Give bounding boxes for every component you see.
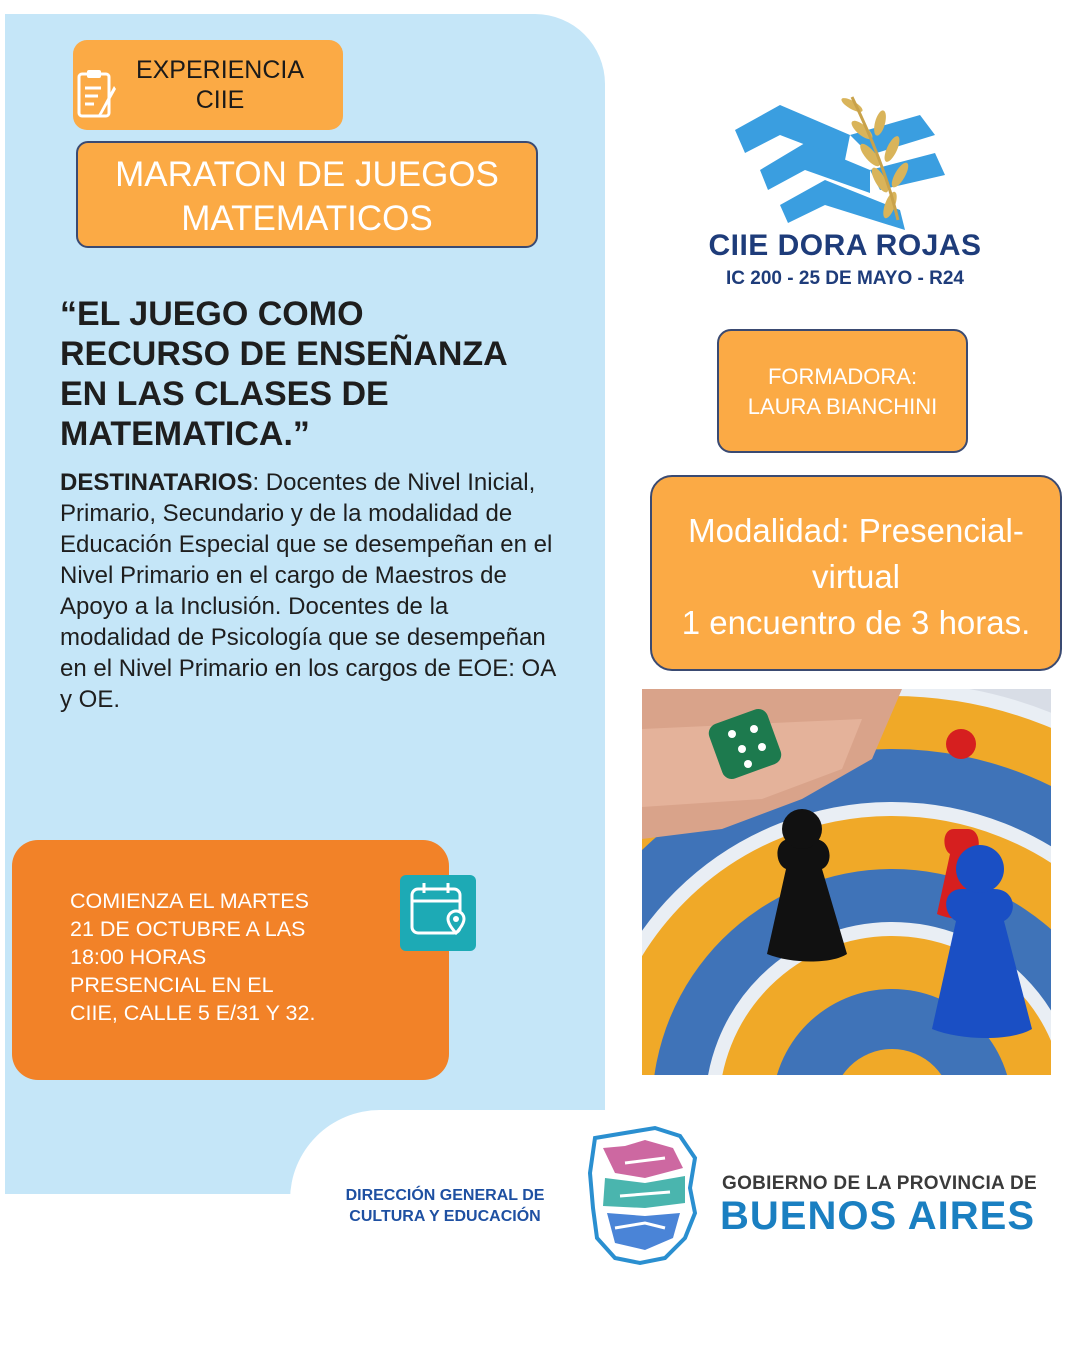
headline-line-4: MATEMATICA.” bbox=[60, 415, 310, 453]
dgce-logo-text bbox=[330, 1185, 560, 1227]
experiencia-label bbox=[110, 55, 330, 115]
headline-line-1: “EL JUEGO COMO bbox=[60, 295, 364, 333]
destinatarios-paragraph bbox=[60, 467, 560, 715]
dgce-line-2: CULTURA Y EDUCACIÓN bbox=[349, 1208, 541, 1225]
headline-line-2: RECURSO DE ENSEÑANZA bbox=[60, 335, 508, 373]
headline bbox=[60, 294, 580, 454]
dgce-line-1: DIRECCIÓN GENERAL DE bbox=[345, 1187, 545, 1204]
schedule-line-1: COMIENZA EL MARTES bbox=[70, 889, 309, 913]
trainer-line-2: LAURA BIANCHINI bbox=[747, 394, 938, 419]
modality-line-1: Modalidad: Presencial- bbox=[688, 512, 1024, 549]
board-game-photo bbox=[642, 689, 1051, 1075]
destinatarios-label: DESTINATARIOS bbox=[60, 469, 253, 496]
modality-line-3: 1 encuentro de 3 horas. bbox=[681, 604, 1031, 641]
trainer-line-1: FORMADORA: bbox=[767, 364, 918, 389]
headline-line-3: EN LAS CLASES DE bbox=[60, 375, 389, 413]
destinatarios-text: : Docentes de Nivel Inicial, Primario, Secundario y de la modalidad de Educación Especial que se desempeñan en el Nivel Primario en el cargo de Maestros de Apoyo a la Inclusión. Docentes de la modalidad de Psicología que se desempeñan en el Nivel Primario en los cargos de EOE: OA y OE. bbox=[60, 469, 555, 713]
gov-line-1: GOBIERNO DE LA PROVINCIA DE bbox=[722, 1173, 1037, 1194]
ciie-name: CIIE DORA ROJAS bbox=[708, 229, 982, 262]
calendar-location-icon bbox=[400, 875, 476, 951]
schedule-line-5: CIIE, CALLE 5 E/31 Y 32. bbox=[70, 1001, 316, 1025]
schedule-line-4: PRESENCIAL EN EL bbox=[70, 973, 274, 997]
experiencia-line-2: CIIE bbox=[195, 86, 245, 114]
schedule-text bbox=[70, 887, 390, 1027]
buenos-aires-emblem-icon bbox=[585, 1118, 705, 1268]
schedule-line-3: 18:00 HORAS bbox=[70, 945, 207, 969]
event-title bbox=[80, 153, 534, 241]
modality-text bbox=[655, 508, 1057, 646]
trainer-text bbox=[720, 362, 965, 422]
title-line-2: MATEMATICOS bbox=[181, 199, 433, 238]
title-line-1: MARATON DE JUEGOS bbox=[115, 155, 499, 194]
ciie-subtitle: IC 200 - 25 DE MAYO - R24 bbox=[726, 268, 964, 289]
gov-line-2: BUENOS AIRES bbox=[720, 1194, 1036, 1238]
schedule-line-2: 21 DE OCTUBRE A LAS bbox=[70, 917, 306, 941]
experiencia-line-1: EXPERIENCIA bbox=[135, 56, 305, 84]
modality-line-2: virtual bbox=[811, 558, 901, 595]
